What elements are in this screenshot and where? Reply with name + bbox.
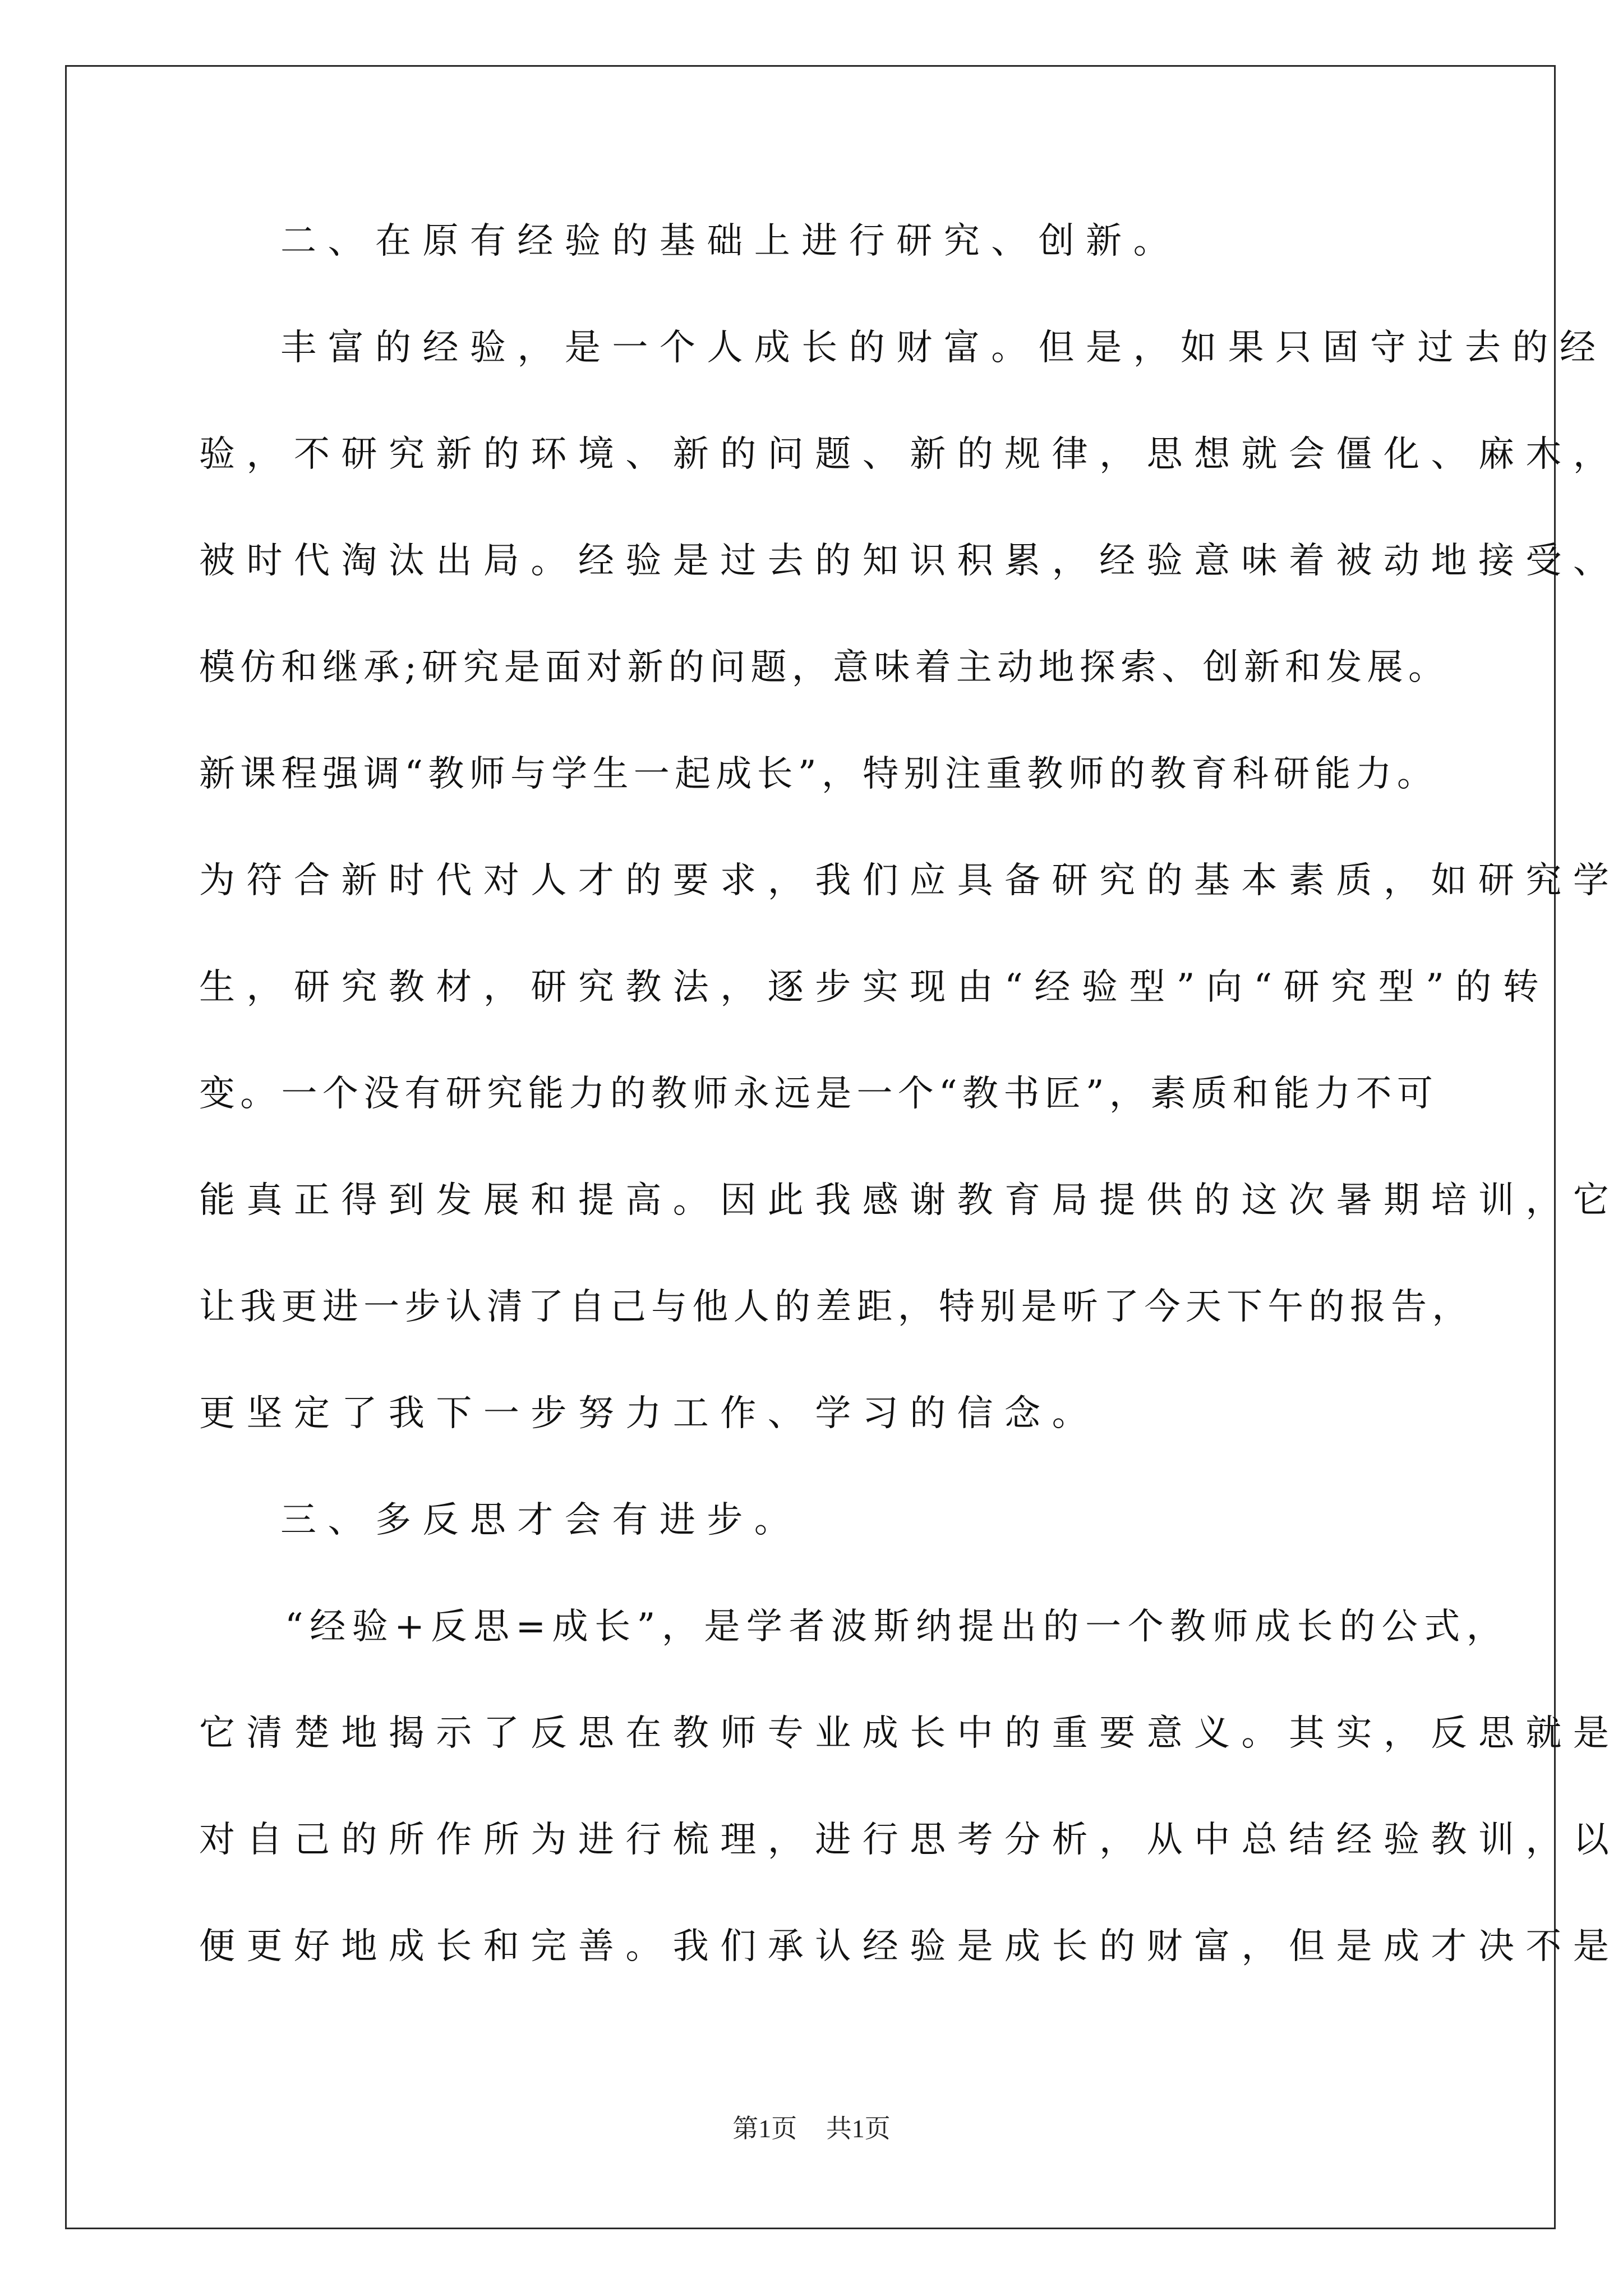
paragraph-line: 变。一个没有研究能力的教师永远是一个“教书匠”，素质和能力不可 — [199, 1073, 1438, 1115]
paragraph-line: 模仿和继承;研究是面对新的问题，意味着主动地探索、创新和发展。 — [199, 647, 1450, 688]
paragraph-line: 对自己的所作所为进行梳理，进行思考分析，从中总结经验教训，以 — [199, 1819, 1621, 1861]
heading-section-2: 二、在原有经验的基础上进行研究、创新。 — [280, 220, 1181, 262]
paragraph-line: 便更好地成长和完善。我们承认经验是成长的财富，但是成才决不是 — [199, 1926, 1621, 1967]
paragraph-line: 生，研究教材，研究教法，逐步实现由“经验型”向“研究型”的转 — [199, 967, 1551, 1008]
paragraph-line: 能真正得到发展和提高。因此我感谢教育局提供的这次暑期培训，它 — [199, 1180, 1621, 1221]
paragraph-line: 为符合新时代对人才的要求，我们应具备研究的基本素质，如研究学 — [199, 860, 1621, 901]
heading-section-3: 三、多反思才会有进步。 — [280, 1499, 802, 1541]
paragraph-line: 丰富的经验，是一个人成长的财富。但是，如果只固守过去的经 — [280, 327, 1607, 369]
page-count: 共1页 — [826, 2114, 891, 2143]
page-border — [65, 65, 1621, 2229]
paragraph-line: 更坚定了我下一步努力工作、学习的信念。 — [199, 1393, 1100, 1434]
paragraph-line: 让我更进一步认清了自己与他人的差距，特别是听了今天下午的报告， — [199, 1286, 1473, 1328]
page-footer — [0, 2112, 1623, 2146]
paragraph-line: 验，不研究新的环境、新的问题、新的规律，思想就会僵化、麻木， — [199, 434, 1621, 475]
page-number: 第1页 — [732, 2114, 797, 2143]
paragraph-line: 被时代淘汰出局。经验是过去的知识积累，经验意味着被动地接受、 — [199, 540, 1621, 582]
paragraph-line: 它清楚地揭示了反思在教师专业成长中的重要意义。其实，反思就是 — [199, 1713, 1621, 1754]
paragraph-line: “经验+反思=成长”，是学者波斯纳提出的一个教师成长的公式， — [285, 1606, 1509, 1648]
paragraph-line: 新课程强调“教师与学生一起成长”，特别注重教师的教育科研能力。 — [199, 753, 1438, 795]
